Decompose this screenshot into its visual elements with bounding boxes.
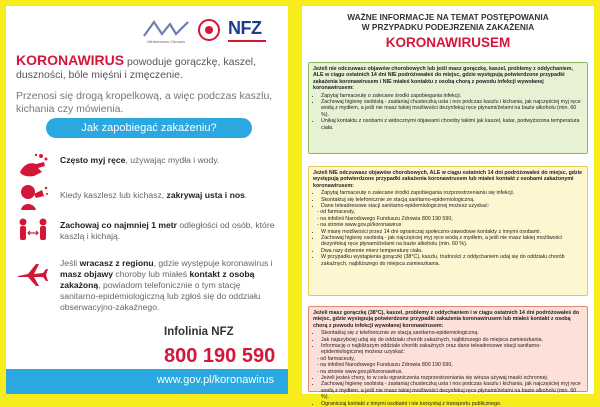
box-subitem: - na infolinii Narodowego Funduszu Zdrowia 800 190 590, [317, 362, 453, 369]
box-item: • Informację o najbliższym oddziale chorób zakaźnych oraz dane teleadresowe stacji sanitarno-epidemiologicznej możesz uzyskać: [321, 343, 583, 356]
box-item: • Zachowaj higienę osobistą - jak najczęściej myj ręce wodą z mydłem, a jeśli nie masz takiej możliwości dezynfekuj ręce płynami/żelami na bazie alkoholu (min. 60 %). [321, 235, 583, 248]
box-item: • W miarę możliwości przez 14 dni ograniczaj społeczno-zawodowe kontakty z innymi osobami. [321, 229, 583, 235]
box-item: • Skontaktuj się z telefonicznie ze stacją sanitarno-epidemiologiczną. [321, 330, 583, 336]
logos-row [6, 14, 288, 50]
tip-text [60, 258, 280, 313]
tip-text [60, 155, 280, 166]
box-list [313, 190, 583, 267]
ministry-logo-label: Ministerstwo Zdrowia [147, 39, 185, 44]
url-bar [6, 369, 288, 394]
tip-rest: Jeśli [60, 258, 80, 268]
box-item: • Ograniczaj kontakt z innymi osobami i nie korzystaj z transportu publicznego. [321, 401, 583, 407]
tip-text [60, 220, 280, 242]
box-item: • Unikaj kontaktu z osobami z widocznymi objawami choroby takimi jak kaszel, katar, podwyższona temperatura ciała. [321, 118, 583, 131]
box-item: • Zapytaj farmaceutę o zalecane środki zapobiegania rozprzestrzenianiu się infekcji. [321, 190, 583, 196]
tip-rest: Kiedy kaszlesz lub kichasz, [60, 190, 167, 200]
box-item: • Jeżeli jesteś chory, to w celu ograniczenia rozprzestrzeniania się wirusa używaj maski ochronnej. [321, 375, 583, 381]
phone-number[interactable]: 800 190 590 [164, 345, 276, 367]
airplane-icon [16, 258, 50, 288]
box-item: • Zachowaj higienę osobistą - zasłaniaj chusteczką usta i nos podczas kaszlu i kichania, jak najczęściej myj ręce wodą z mydłem, a jeśli nie masz takiej możliwości dezynfekuj ręce płynami/żelami na bazie alkoholu (min. 60 %). [321, 99, 583, 118]
headline-rest: powoduje gorączkę, kaszel, duszności, bóle mięśni i zmęczenie. [16, 56, 257, 81]
tip-rest: choroby lub miałeś [113, 269, 190, 279]
box-item: • Zapytaj farmaceutę o zalecane środki zapobiegania infekcji. [321, 93, 583, 99]
headline-word: KORONAWIRUS [16, 52, 125, 68]
box-list [313, 330, 583, 407]
box-condition: Jeżeli NIE odczuwasz objawów chorobowych, ALE w ciągu ostatnich 14 dni podróżowałeś do miejsc, gdzie występują potwierdzone przypadki zakażenia koronawirusem lub miałeś kontakt z osobami zakażonymi koronawirusem: [313, 170, 583, 189]
seal-icon [198, 19, 220, 41]
box-item: • Zachowaj higienę osobistą - zasłaniaj chusteczką usta i nos podczas kaszlu i kichania, jak najczęściej myj ręce wodą z mydłem, a jeśli nie masz takiej możliwości dezynfekuj ręce płynami/żelami na bazie alkoholu (min. 60 %). [321, 381, 583, 400]
tip-rest: odległości od osób, które kaszlą i kichają. [60, 220, 275, 241]
tip-rest: , powiadom telefonicznie o tym stację sanitarno-epidemiologiczną lub zgłoś się do oddziału obserwacyjno-zakaźnego. [60, 280, 261, 312]
box-item: • W przypadku wystąpienia gorączki (38°C), kaszlu, trudności z oddychaniem udaj się do oddziału chorób zakaźnych, najbliższego do miejsca zamieszkania. [321, 254, 583, 267]
box-subitem: - na stronie www.gov.pl/koronawirus [317, 222, 402, 229]
tip-bold: masz objawy [60, 269, 114, 279]
tip-travel [10, 258, 284, 318]
box-subitem: - na stronie www.gov.pl/koronawirus. [317, 368, 403, 375]
hand-wash-icon [16, 150, 50, 180]
box-condition: Jeżeli nie odczuwasz objawów chorobowych lub jeśli masz gorączkę, kaszel, problemy z oddychaniem, ALE w ciągu ostatnich 14 dni NIE podróżowałeś do miejsc, gdzie występują potwierdzone przypadki zakażenia koronawirusem i NIE miałeś kontaktu z osobą chorą z powodu infekcji wywołanej koronawirusem: [313, 66, 573, 92]
right-header [302, 6, 594, 60]
right-leaflet [302, 6, 594, 407]
tip-bold: Zachowaj co najmniej 1 metr [60, 220, 178, 230]
prevent-infection-button[interactable]: Jak zapobiegać zakażeniu? [46, 118, 252, 138]
info-box-symptomatic [308, 306, 588, 407]
tip-rest: . [244, 190, 248, 200]
tip-bold: Często myj ręce [60, 155, 126, 165]
tip-cover-mouth [10, 182, 284, 216]
right-title-line2: W PRZYPADKU PODEJRZENIA ZAKAŻENIA [361, 22, 535, 32]
box-subitem: - od farmaceuty, [317, 355, 355, 362]
headline [16, 54, 278, 82]
nfz-logo-underline [228, 40, 266, 42]
nfz-logo: NFZ [228, 18, 262, 38]
tip-distance [10, 216, 284, 254]
box-subitem: - od farmaceuty, [317, 209, 355, 216]
infolinia-label: Infolinia NFZ [164, 326, 234, 338]
tip-bold: zakrywaj usta i nos [166, 190, 245, 200]
box-item: • Skontaktuj się telefonicznie ze stacją sanitarno-epidemiologiczną. [321, 197, 583, 203]
tip-hand-wash [10, 150, 284, 178]
box-list [313, 93, 583, 131]
box-item: • Dwa razy dziennie mierz temperaturę ciała. [321, 248, 583, 254]
tip-rest: , używając mydła i wody. [125, 155, 220, 165]
right-title-main: KORONAWIRUSEM [385, 35, 511, 50]
distance-icon [16, 216, 50, 246]
tip-text [60, 190, 280, 201]
info-box-exposed [308, 166, 588, 296]
box-item: • Dane teleadresowe stacji sanitarno-epidemiologicznej możesz uzyskać: [321, 203, 583, 209]
tip-bold: wracasz z regionu [79, 258, 154, 268]
box-item: • Jak najszybciej udaj się do oddziału chorób zakaźnych, najbliższego do miejsca zamieszkania. [321, 337, 583, 343]
left-leaflet [6, 6, 288, 394]
sneeze-icon [16, 182, 50, 212]
right-title-line1: WAŻNE INFORMACJE NA TEMAT POSTĘPOWANIA [347, 12, 549, 22]
box-condition: Jeżeli masz gorączkę (38°C), kaszel, problemy z oddychaniem i w ciągu ostatnich 14 dni podróżowałeś do miejsc, gdzie występują potwierdzone przypadki zakażenia koronawirusem lub miałeś kontakt z osobą chorą z powodu infekcji wywołanej koronawirusem: [313, 310, 580, 329]
spread-text: Przenosi się drogą kropelkową, a więc podczas kaszlu, kichania czy mówienia. [16, 90, 273, 115]
website-link[interactable]: www.gov.pl/koronawirus [156, 374, 274, 386]
info-box-no-risk [308, 62, 588, 154]
box-subitem: - na infolinii Narodowego Funduszu Zdrowia 800 190 590, [317, 215, 453, 222]
tip-rest: , gdzie występuje koronawirus i [153, 258, 273, 268]
tip-bold: kontakt z osobą zakażoną [60, 269, 255, 290]
